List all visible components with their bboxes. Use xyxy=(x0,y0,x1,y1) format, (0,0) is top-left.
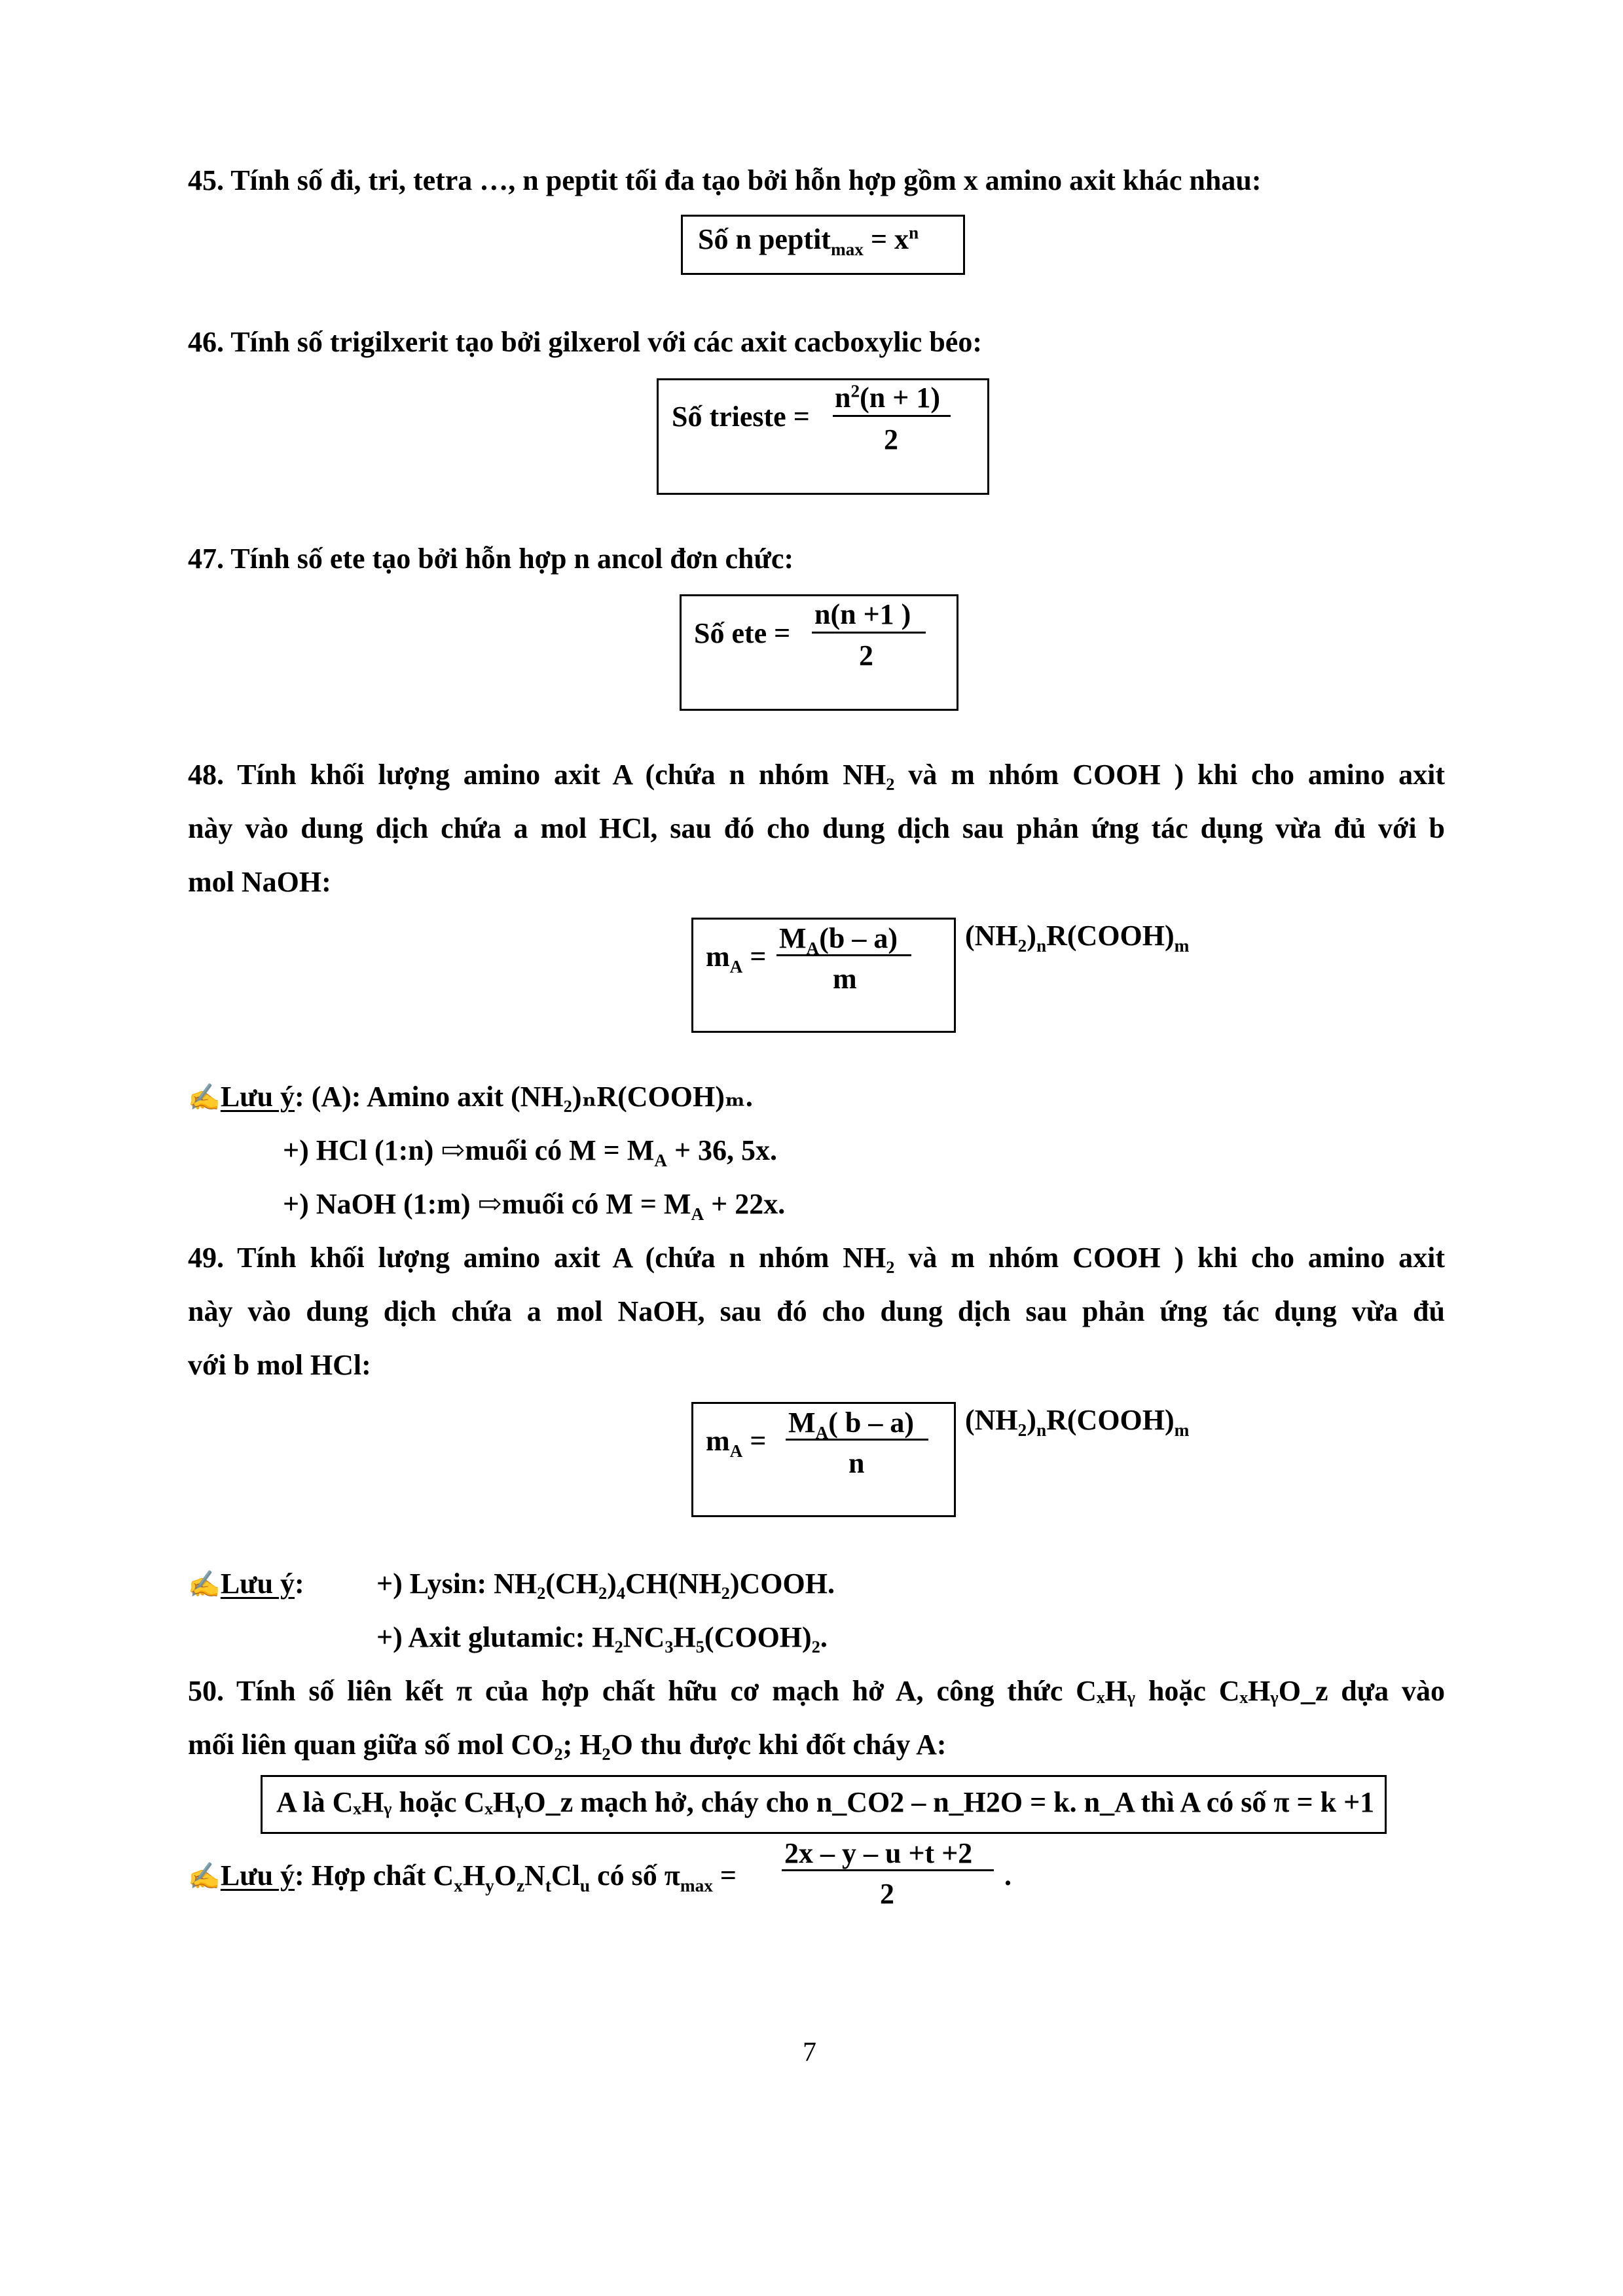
note48-naoh: +) NaOH (1:m) ⇨muối có $M = M_A + 22x$. xyxy=(283,1188,786,1224)
item48-line3: mol NaOH: xyxy=(188,866,331,898)
item47-fraction-bar xyxy=(812,632,926,634)
note48-intro: ✍Lưu ý: (A): Amino axit (NH₂)ₙR(COOH)ₘ. xyxy=(188,1081,753,1113)
note49-lysin: +) Lysin: NH₂(CH₂)₄CH(NH₂)COOH. xyxy=(376,1568,835,1600)
pen-icon: ✍ xyxy=(188,1570,221,1599)
item48-numerator: $M_A(b - a)$ xyxy=(779,922,898,958)
item48-denominator: m xyxy=(833,963,857,995)
item49-line3: với b mol HCl: xyxy=(188,1349,371,1381)
item45-formula: Số n peptit$_{max}$ = $x^n$ xyxy=(698,223,919,259)
arrow-icon: ⇨ xyxy=(441,1134,465,1166)
note50-period: . xyxy=(1004,1859,1012,1892)
item47-numerator: n(n +1 ) xyxy=(814,598,911,630)
item47-heading: 47. Tính số ete tạo bởi hỗn hợp n ancol đơn chức: xyxy=(188,543,794,575)
note50-numerator: 2x – y – u +t +2 xyxy=(784,1837,973,1869)
item50-line2: mối liên quan giữa số mol CO₂; H₂O thu được khi đốt cháy A: xyxy=(188,1729,947,1761)
item49-denominator: n xyxy=(848,1447,865,1479)
item48-line2: này vào dung dịch chứa a mol HCl, sau đó cho dung dịch sau phản ứng tác dụng vừa đủ với b xyxy=(188,812,1445,844)
note-label: Lưu ý xyxy=(220,1568,295,1600)
item48-general-formula: $(NH_2)_nR(COOH)_m$ xyxy=(965,920,1190,956)
item48-line1: 48. Tính khối lượng amino axit A (chứa n nhóm NH₂ và m nhóm COOH ) khi cho amino axit xyxy=(188,759,1445,791)
item50-rule: A là CₓHᵧ hoặc CₓHᵧO_z mạch hở, cháy cho n_CO2 – n_H2O = k. n_A thì A có số π = k +1 xyxy=(276,1786,1375,1818)
item50-line1: 50. Tính số liên kết π của hợp chất hữu cơ mạch hở A, công thức CₓHᵧ hoặc CₓHᵧO_z dựa vào xyxy=(188,1675,1445,1707)
item49-numerator: $M_A$( b – a) xyxy=(788,1407,915,1443)
arrow-icon: ⇨ xyxy=(477,1188,502,1220)
note50-text: ✍Lưu ý: Hợp chất $C_xH_yO_zN_tCl_u$ có số $\pi_{max}$ = xyxy=(188,1859,737,1895)
item46-denominator: 2 xyxy=(884,423,898,456)
pen-icon: ✍ xyxy=(188,1083,221,1112)
item49-lhs: $m_A$ = xyxy=(706,1425,767,1461)
item48-fraction-bar xyxy=(776,954,911,956)
item46-lhs: Số trieste = xyxy=(672,401,810,433)
note50-denominator: 2 xyxy=(880,1878,894,1910)
note-label: Lưu ý xyxy=(220,1081,295,1113)
item46-numerator: $n^2(n + 1)$ xyxy=(835,381,940,414)
item47-lhs: Số ete = xyxy=(694,617,791,649)
item49-line2: này vào dung dịch chứa a mol NaOH, sau đó cho dung dịch sau phản ứng tác dụng vừa đủ xyxy=(188,1295,1445,1327)
pen-icon: ✍ xyxy=(188,1861,221,1891)
note50-fraction-bar xyxy=(782,1869,994,1871)
item47-denominator: 2 xyxy=(859,639,873,672)
note48-hcl: +) HCl (1:n) ⇨muối có $M = M_A + 36$, 5x. xyxy=(283,1134,778,1170)
item48-lhs: $m_A$ = xyxy=(706,941,767,977)
item49-line1: 49. Tính khối lượng amino axit A (chứa n nhóm NH₂ và m nhóm COOH ) khi cho amino axit xyxy=(188,1242,1445,1274)
note49-glutamic: +) Axit glutamic: H₂NC₃H₅(COOH)₂. xyxy=(376,1621,828,1653)
item46-heading: 46. Tính số trigilxerit tạo bởi gilxerol với các axit cacboxylic béo: xyxy=(188,326,982,358)
item46-fraction-bar xyxy=(833,415,951,417)
item49-fraction-bar xyxy=(786,1439,928,1441)
item45-heading: 45. Tính số đi, tri, tetra …, n peptit tối đa tạo bởi hỗn hợp gồm x amino axit khác nhau: xyxy=(188,164,1262,196)
item49-general-formula: $(NH_2)_nR(COOH)_m$ xyxy=(965,1404,1190,1440)
note49-label: ✍Lưu ý: xyxy=(188,1568,304,1600)
page-number: 7 xyxy=(803,2037,816,2068)
note-label: Lưu ý xyxy=(220,1859,295,1892)
